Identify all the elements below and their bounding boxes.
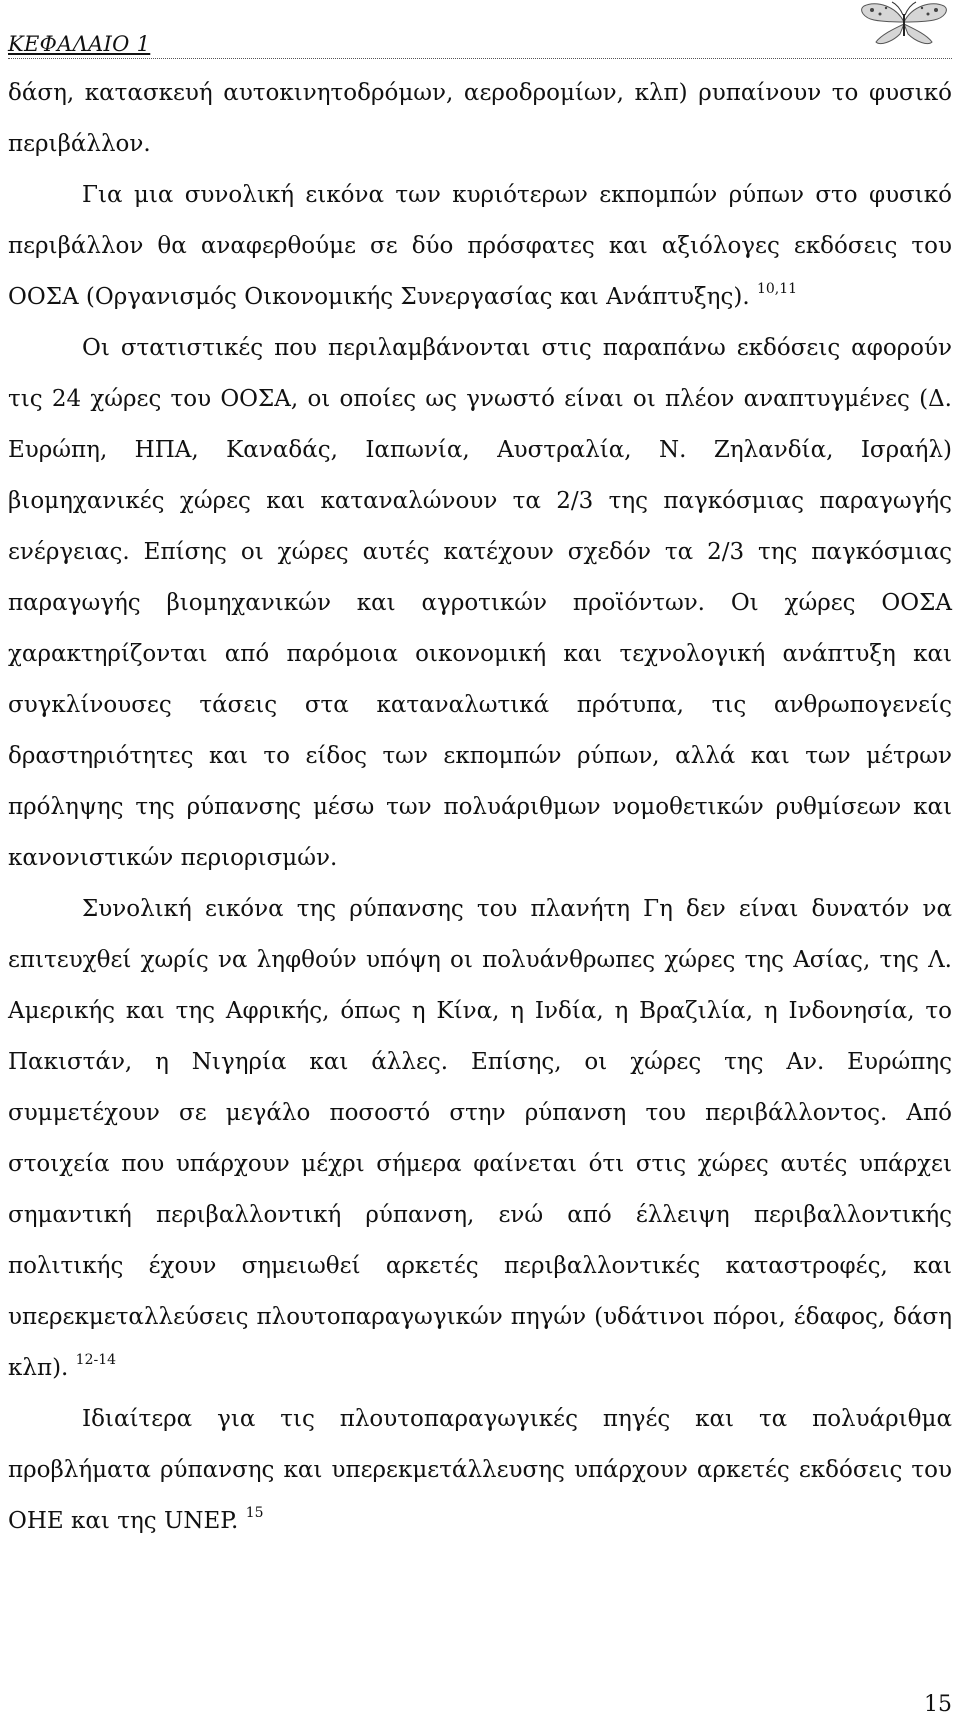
paragraph <box>8 323 952 884</box>
paragraph-text: Για μια συνολική εικόνα των κυριότερων εκπομπών ρύπων στο φυσικό περιβάλλον θα αναφερθούμε σε δύο πρόσφατες και αξιόλογες εκδόσεις του ΟΟΣΑ (Οργανισμός Οικονομικής Συνεργασίας και Ανάπτυξης). <box>8 182 952 310</box>
paragraph-text: δάση, κατασκευή αυτοκινητοδρόμων, αεροδρομίων, κλπ) ρυπαίνουν το φυσικό περιβάλλον. <box>8 80 952 157</box>
paragraph <box>8 170 952 323</box>
chapter-title: ΚΕΦΑΛΑΙΟ 1 <box>8 32 151 56</box>
paragraph <box>8 68 952 170</box>
paragraph-text: Συνολική εικόνα της ρύπανσης του πλανήτη Γη δεν είναι δυνατόν να επιτευχθεί χωρίς να ληφθούν υπόψη οι πολυάνθρωπες χώρες της Ασίας, της Λ. Αμερικής και της Αφρικής, όπως η Κίνα, η Ινδία, η Βραζιλία, η Ινδονησία, το Πακιστάν, η Νιγηρία και άλλες. Επίσης, οι χώρες της Αν. Ευρώπης συμμετέχουν σε μεγάλο ποσοστό στην ρύπανση του περιβάλλοντος. Από στοιχεία που υπάρχουν μέχρι σήμερα φαίνεται ότι στις χώρες αυτές υπάρχει σημαντική περιβαλλοντική ρύπανση, ενώ από έλλειψη περιβαλλοντικής πολιτικής έχουν σημειωθεί αρκετές περιβαλλοντικές καταστροφές, και υπερεκμεταλλεύσεις πλουτοπαραγωγικών πηγών (υδάτινοι πόροι, έδαφος, δάση κλπ). <box>8 896 952 1381</box>
reference-superscript: 10,11 <box>756 281 798 298</box>
paragraph-text: Οι στατιστικές που περιλαμβάνονται στις παραπάνω εκδόσεις αφορούν τις 24 χώρες του ΟΟΣΑ, οι οποίες ως γνωστό είναι οι πλέον αναπτυγμένες (Δ. Ευρώπη, ΗΠΑ, Καναδάς, Ιαπωνία, Αυστραλία, Ν. Ζηλανδία, Ισραήλ) βιομηχανικές χώρες και καταναλώνουν τα 2/3 της παγκόσμιας παραγωγής ενέργειας. Επίσης οι χώρες αυτές κατέχουν σχεδόν τα 2/3 της παγκόσμιας παραγωγής βιομηχανικών και αγροτικών προϊόντων. Οι χώρες ΟΟΣΑ χαρακτηρίζονται από παρόμοια οικονομική και τεχνολογική ανάπτυξη και συγκλίνουσες τάσεις στα καταναλωτικά πρότυπα, τις ανθρωπογενείς δραστηριότητες και το είδος των εκπομπών ρύπων, αλλά και των μέτρων πρόληψης της ρύπανσης μέσω των πολυάριθμων νομοθετικών ρυθμίσεων και κανονιστικών περιορισμών. <box>8 335 952 871</box>
page-header <box>8 0 952 59</box>
page-number: 15 <box>924 1692 952 1717</box>
paragraph <box>8 884 952 1394</box>
paragraph-text: Ιδιαίτερα για τις πλουτοπαραγωγικές πηγές και τα πολυάριθμα προβλήματα ρύπανσης και υπερεκμετάλλευσης υπάρχουν αρκετές εκδόσεις του ΟΗΕ και της UNEP. <box>8 1406 952 1534</box>
body-text <box>8 68 952 1547</box>
paragraph <box>8 1394 952 1547</box>
butterfly-icon <box>856 0 952 46</box>
reference-superscript: 15 <box>245 1505 264 1522</box>
reference-superscript: 12-14 <box>75 1352 117 1369</box>
